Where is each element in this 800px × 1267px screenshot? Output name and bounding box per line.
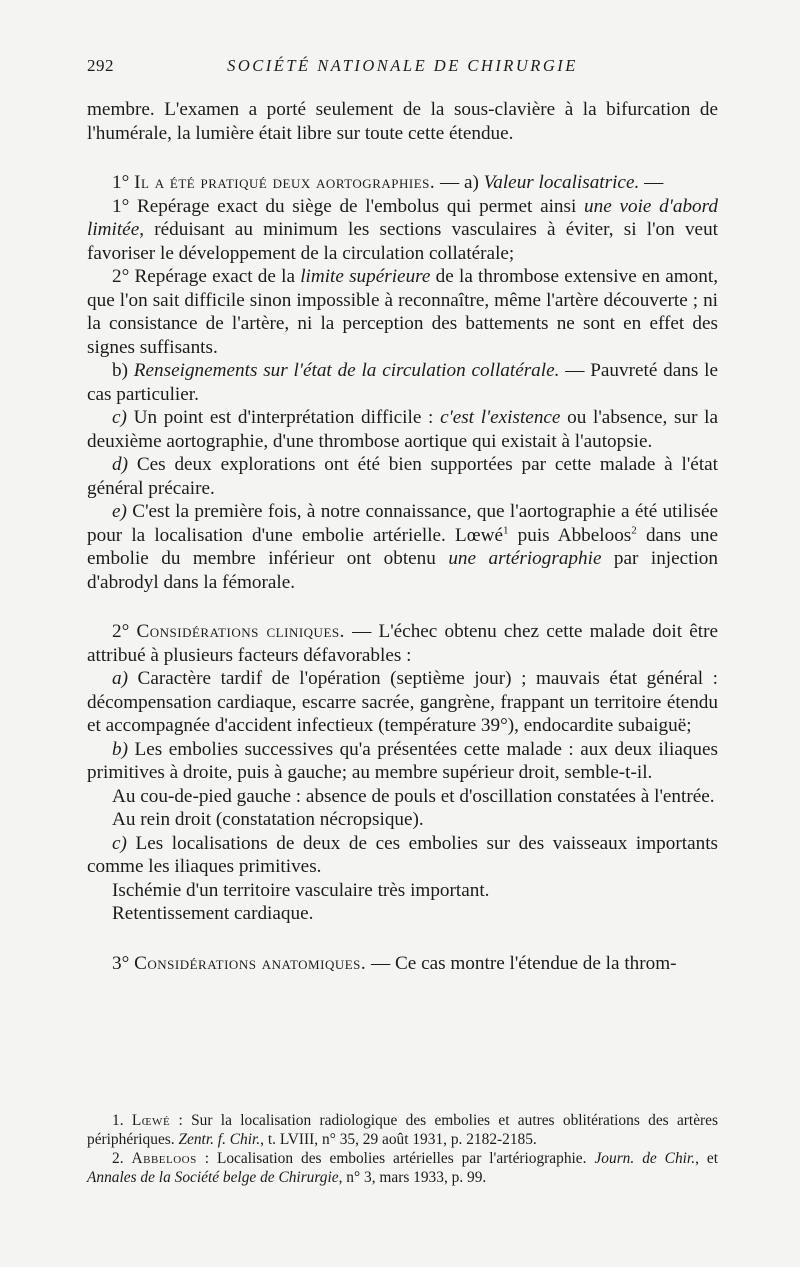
italic-run: une artériographie: [448, 548, 602, 569]
page-header: [87, 56, 718, 84]
text-run: puis Abbeloos: [508, 524, 632, 546]
italic-run: c'est l'existence: [440, 407, 561, 428]
section-number: 1°: [112, 172, 130, 193]
paragraph-1-a: [87, 195, 718, 266]
list-label: b): [112, 360, 134, 381]
paragraph-b: [87, 359, 718, 406]
footnote-number: 1.: [112, 1112, 124, 1129]
section-number: 2°: [112, 621, 130, 642]
text-run: — a): [435, 172, 484, 193]
paragraph-2c-2: [87, 879, 718, 903]
text-run: — Ce cas montre l'étendue de la throm-: [366, 952, 677, 974]
footnote-ref-2[interactable]: 2: [631, 524, 637, 537]
text-run: ou l'absence, sur la deuxième aortographie, d'une thrombose aortique qui existait à l'autopsie.: [87, 407, 718, 452]
subsection-title: Valeur localisatrice.: [483, 172, 640, 193]
footnote-author: Abbeloos: [131, 1150, 197, 1167]
paragraph-2b-2: [87, 785, 718, 809]
running-title: SOCIÉTÉ NATIONALE DE CHIRURGIE: [227, 56, 578, 75]
section-heading-2: [87, 620, 718, 667]
footnotes: [87, 1111, 718, 1187]
paragraph-c: [87, 406, 718, 453]
list-label: e): [112, 501, 133, 522]
paragraph-text: membre. L'examen a porté seulement de la sous-clavière à la bifurcation de l'humérale, la lumière était libre sur toute cette étendue.: [87, 99, 718, 144]
footnote-number: 2.: [112, 1150, 124, 1167]
text-run: Ces deux explorations ont été bien supportées par cette malade à l'état général précaire.: [87, 454, 718, 499]
text-run: 1° Repérage exact du siège de l'embolus qui permet ainsi: [112, 195, 585, 217]
paragraph-2a: [87, 667, 718, 738]
footnote-1: [87, 1111, 718, 1149]
paragraph-e: [87, 500, 718, 594]
paragraph-d: [87, 453, 718, 500]
journal-title: Zentr. f. Chir.: [178, 1131, 261, 1148]
text-run: 2° Repérage exact de la: [112, 266, 301, 287]
section-title: Il a été pratiqué deux aortographies.: [134, 172, 436, 193]
paragraph-2b: [87, 738, 718, 785]
text-run: Caractère tardif de l'opération (septième jour) ; mauvais état général : décompensation cardiaque, escarre sacrée, gangrène, frappant un territoire étendu et accompagnée d'accident infectieux (température 39°), endocardite subaiguë;: [87, 668, 718, 736]
journal-title: Annales de la Société belge de Chirurgie: [87, 1169, 339, 1186]
footnote-2: [87, 1149, 718, 1187]
text-run: Au cou-de-pied gauche : absence de pouls et d'oscillation constatées à l'entrée.: [112, 785, 715, 807]
italic-run: une voie d'abord limitée: [87, 195, 718, 240]
paragraph-2-a: [87, 265, 718, 359]
text-run: —: [639, 172, 664, 193]
text-run: , réduisant au minimum les sections vasculaires à éviter, si l'on veut favoriser le développement de la circulation collatérale;: [87, 219, 718, 264]
text-run: — Pauvreté dans le cas particulier.: [87, 360, 718, 405]
section-heading-1: [87, 171, 718, 195]
paragraph-2c-3: [87, 902, 718, 926]
section-heading-3: [87, 952, 718, 976]
footnote-author: Lœwé: [131, 1112, 171, 1129]
section-title: Considérations cliniques.: [136, 621, 345, 642]
text-run: — L'échec obtenu chez cette malade doit être attribué à plusieurs facteurs défavorables :: [87, 621, 718, 666]
page-number: 292: [87, 56, 114, 75]
text-run: : Localisation des embolies artérielles par l'artériographie.: [196, 1150, 595, 1167]
text-run: , t. LVIII, n° 35, 29 août 1931, p. 2182-2185.: [260, 1131, 537, 1148]
text-run: C'est la première fois, à notre connaissance, que l'aortographie a été utilisée pour la localisation d'une embolie artérielle. Lœwé: [87, 501, 718, 546]
text-run: Au rein droit (constatation nécropsique).: [112, 809, 424, 830]
section-title: Considérations anatomiques.: [134, 952, 367, 974]
text-run: Les embolies successives qu'a présentées cette malade : aux deux iliaques primitives à droite, puis à gauche; au membre supérieur droit, semble-t-il.: [87, 738, 719, 783]
body-text: [87, 98, 718, 975]
list-label: c): [112, 407, 134, 428]
section-number: 3°: [112, 952, 130, 974]
list-label: a): [112, 668, 138, 689]
paragraph-continuation: [87, 98, 718, 145]
text-run: Un point est d'interprétation difficile :: [133, 407, 441, 428]
text-run: Les localisations de deux de ces embolies sur des vaisseaux importants comme les iliaques primitives.: [87, 832, 719, 877]
text-run: dans une embolie du membre inférieur ont obtenu: [87, 524, 718, 569]
italic-run: limite supérieure: [300, 266, 431, 287]
paragraph-2b-3: [87, 808, 718, 832]
text-run: par injection d'abrodyl dans la fémorale.: [87, 548, 718, 593]
text-run: de la thrombose extensive en amont, que l'on sait difficile sinon impossible à reconnaître, même l'artère découverte ; ni la consistance de l'artère, ni la perception des battements ne sont en effet des signes suffisants.: [87, 266, 718, 358]
italic-run: Renseignements sur l'état de la circulation collatérale.: [133, 360, 560, 381]
paragraph-2c: [87, 832, 718, 879]
journal-title: Journ. de Chir.: [594, 1150, 696, 1167]
text-run: Retentissement cardiaque.: [112, 903, 314, 924]
footnote-ref-1[interactable]: 1: [502, 524, 509, 537]
list-label: b): [112, 738, 135, 760]
text-run: , et: [695, 1150, 718, 1167]
text-run: Ischémie d'un territoire vasculaire très important.: [112, 879, 490, 901]
list-label: d): [112, 454, 137, 475]
list-label: c): [112, 832, 136, 854]
text-run: , n° 3, mars 1933, p. 99.: [338, 1169, 487, 1186]
text-run: : Sur la localisation radiologique des embolies et autres oblitérations des artères périphériques.: [87, 1112, 718, 1148]
